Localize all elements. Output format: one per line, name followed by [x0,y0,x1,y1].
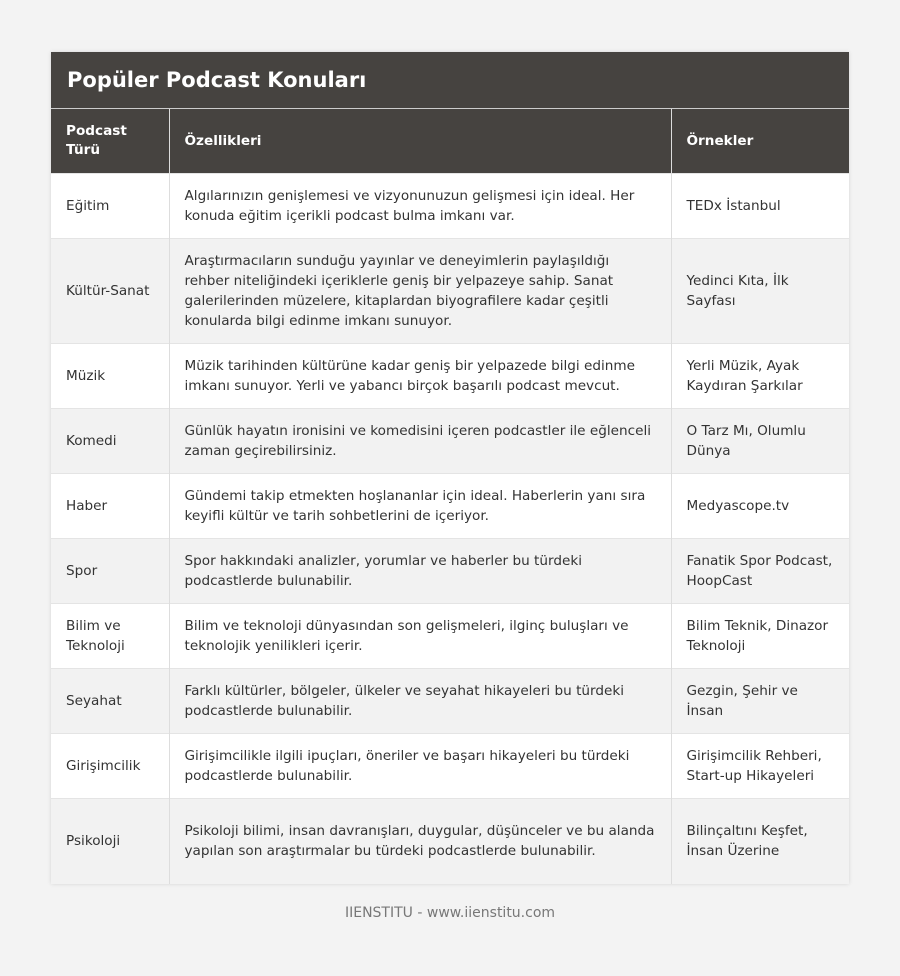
cell-features: Algılarınızın genişlemesi ve vizyonunuzun gelişmesi için ideal. Her konuda eğitim içerikli podcast bulma imkanı var. [169,174,671,239]
header-features: Özellikleri [169,109,671,174]
cell-features: Araştırmacıların sunduğu yayınlar ve deneyimlerin paylaşıldığı rehber niteliğindeki içeriklerle geniş bir yelpazeye sahip. Sanat galerilerinden müzelere, kitaplardan biyografilere kadar çeşitli konularda bilgi edinme imkanı sunuyor. [169,239,671,344]
cell-features: Farklı kültürler, bölgeler, ülkeler ve seyahat hikayeleri bu türdeki podcastlerde bulunabilir. [169,669,671,734]
table-row [51,174,849,239]
header-type: Podcast Türü [51,109,169,174]
table-row [51,669,849,734]
cell-examples: TEDx İstanbul [671,174,849,239]
cell-features: Spor hakkındaki analizler, yorumlar ve haberler bu türdeki podcastlerde bulunabilir. [169,539,671,604]
cell-examples: Bilinçaltını Keşfet, İnsan Üzerine [671,799,849,884]
cell-examples: Girişimcilik Rehberi, Start-up Hikayeleri [671,734,849,799]
header-row [51,109,849,174]
cell-type: Müzik [51,344,169,409]
cell-type: Girişimcilik [51,734,169,799]
cell-features: Günlük hayatın ironisini ve komedisini içeren podcastler ile eğlenceli zaman geçirebilirsiniz. [169,409,671,474]
podcast-table-card [51,52,849,884]
podcast-table [51,109,849,884]
table-row [51,539,849,604]
cell-type: Bilim ve Teknoloji [51,604,169,669]
cell-type: Haber [51,474,169,539]
cell-examples: Yedinci Kıta, İlk Sayfası [671,239,849,344]
cell-examples: Fanatik Spor Podcast, HoopCast [671,539,849,604]
header-examples: Örnekler [671,109,849,174]
cell-type: Komedi [51,409,169,474]
table-row [51,734,849,799]
footer-credit: IIENSTITU - www.iienstitu.com [344,905,556,921]
cell-features: Gündemi takip etmekten hoşlananlar için ideal. Haberlerin yanı sıra keyifli kültür ve tarih sohbetlerini de içeriyor. [169,474,671,539]
table-title: Popüler Podcast Konuları [51,52,849,109]
cell-type: Kültür-Sanat [51,239,169,344]
cell-type: Psikoloji [51,799,169,884]
cell-type: Eğitim [51,174,169,239]
table-row [51,344,849,409]
cell-type: Spor [51,539,169,604]
cell-features: Psikoloji bilimi, insan davranışları, duygular, düşünceler ve bu alanda yapılan son araştırmalar bu türdeki podcastlerde bulunabilir. [169,799,671,884]
cell-examples: Gezgin, Şehir ve İnsan [671,669,849,734]
table-row [51,409,849,474]
cell-examples: O Tarz Mı, Olumlu Dünya [671,409,849,474]
cell-examples: Medyascope.tv [671,474,849,539]
cell-features: Girişimcilikle ilgili ipuçları, öneriler ve başarı hikayeleri bu türdeki podcastlerde bulunabilir. [169,734,671,799]
cell-examples: Bilim Teknik, Dinazor Teknoloji [671,604,849,669]
table-row [51,604,849,669]
cell-type: Seyahat [51,669,169,734]
table-row [51,239,849,344]
cell-examples: Yerli Müzik, Ayak Kaydıran Şarkılar [671,344,849,409]
table-row [51,474,849,539]
table-row [51,799,849,884]
cell-features: Müzik tarihinden kültürüne kadar geniş bir yelpazede bilgi edinme imkanı sunuyor. Yerli ve yabancı birçok başarılı podcast mevcut. [169,344,671,409]
cell-features: Bilim ve teknoloji dünyasından son gelişmeleri, ilginç buluşları ve teknolojik yenilikleri içerir. [169,604,671,669]
